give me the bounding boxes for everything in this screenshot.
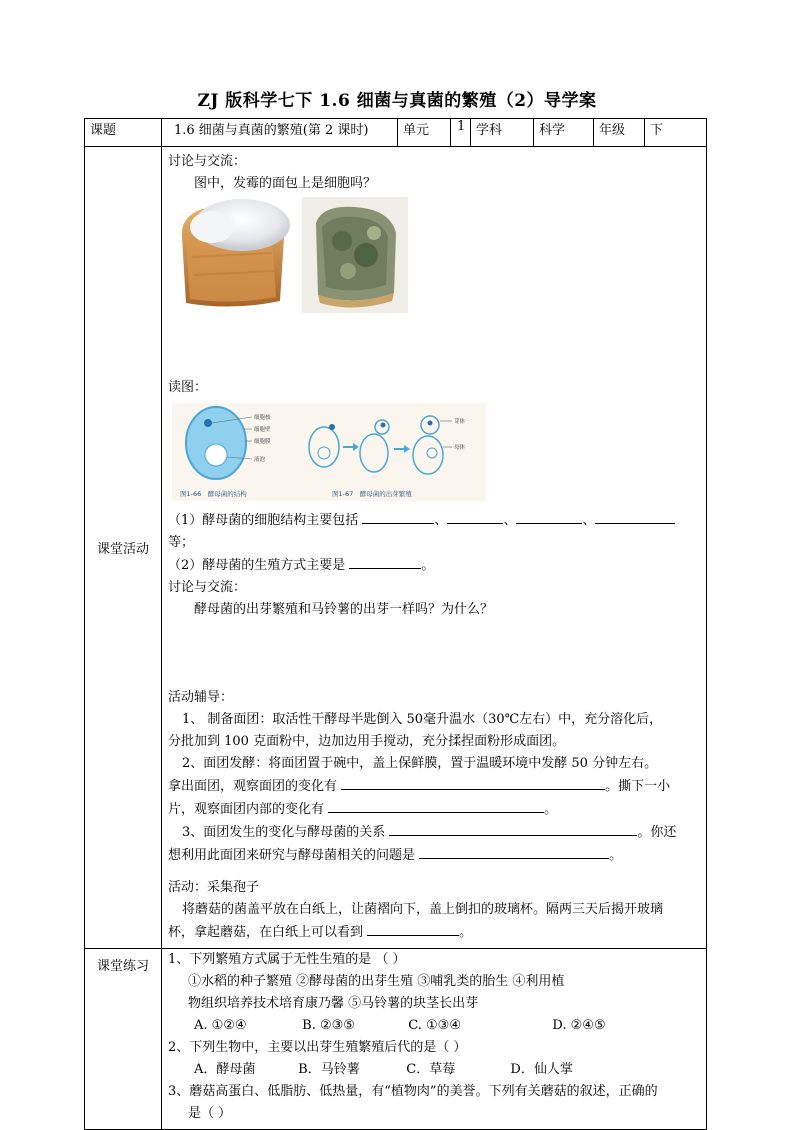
discuss2-title: 讨论与交流： xyxy=(168,580,247,595)
subject-label: 学科 xyxy=(471,119,534,147)
course-value: 1.6 细菌与真菌的繁殖(第 2 课时) xyxy=(162,119,398,147)
activity-label: 课堂活动 xyxy=(85,147,162,949)
practice-q2-option-c[interactable]: C．草莓 xyxy=(406,1062,456,1077)
answer-blank[interactable] xyxy=(447,509,503,524)
unit-value: 1 xyxy=(451,119,471,147)
yeast-vacuole xyxy=(205,444,227,466)
document-title: ZJ 版科学七下 1.6 细菌与真菌的繁殖（2）导学案 xyxy=(197,91,597,111)
guide-title: 活动辅导： xyxy=(168,690,234,705)
grade-label: 年级 xyxy=(594,119,645,147)
fig1-label-membrane: 细胞膜 xyxy=(254,439,271,445)
answer-blank[interactable] xyxy=(595,509,675,524)
guide-step-2a: 2、面团发酵：将面团置于碗中，盖上保鲜膜，置于温暖环境中发酵 50 分钟左右。 xyxy=(182,756,658,771)
moldy-bread-image-2 xyxy=(302,197,408,313)
answer-blank[interactable] xyxy=(367,921,459,936)
spore-activity-title: 活动：采集孢子 xyxy=(168,880,260,895)
subject-value: 科学 xyxy=(534,119,594,147)
guide-step-3b: 想利用此面团来研究与酵母菌相关的问题是 。 xyxy=(168,844,700,867)
grade-value: 下 xyxy=(645,119,707,147)
guide-step-3a: 3、面团发生的变化与酵母菌的关系 。你还 xyxy=(168,821,700,844)
answer-blank[interactable] xyxy=(349,554,421,569)
practice-q3b: 是（ ） xyxy=(188,1106,232,1121)
practice-q1-options xyxy=(168,1015,700,1037)
practice-q1-option-a[interactable]: A. ①②④ xyxy=(194,1018,247,1033)
yeast-cell-large xyxy=(186,407,246,479)
practice-q2-option-b[interactable]: B．马铃薯 xyxy=(298,1062,360,1077)
guide-step-1b: 分批加到 100 克面粉中，边加边用手搅动，充分揉捏面粉形成面团。 xyxy=(168,734,566,749)
practice-label: 课堂练习 xyxy=(85,949,162,1130)
discuss1-question: 图中，发霉的面包上是细胞吗？ xyxy=(194,176,377,191)
moldy-bread-images xyxy=(172,197,700,313)
practice-q1-option-b[interactable]: B. ②③⑤ xyxy=(302,1018,355,1033)
answer-blank[interactable] xyxy=(328,798,544,813)
practice-q1-option-d[interactable]: D. ②④⑤ xyxy=(552,1018,606,1033)
guide-step-2c: 片，观察面团内部的变化有 。 xyxy=(168,798,700,821)
practice-cell xyxy=(162,949,707,1130)
fig2-label-mother: 母体 xyxy=(454,445,466,451)
spore-activity-text-a: 将蘑菇的菌盖平放在白纸上，让菌褶向下，盖上倒扣的玻璃杯。隔两三天后揭开玻璃 xyxy=(182,902,664,917)
lesson-table xyxy=(84,118,707,1130)
fig1-caption: 图1-66 酵母菌的结构 xyxy=(180,490,247,498)
guide-step-1a: 1、 制备面团：取活性干酵母半匙倒入 50毫升温水（30℃左右）中，充分溶化后， xyxy=(182,712,663,727)
question-1: （1）酵母菌的细胞结构主要包括 、 、 、 xyxy=(168,509,700,532)
practice-q2: 2、下列生物中，主要以出芽生殖繁殖后代的是（ ） xyxy=(168,1040,467,1055)
fig1-label-wall: 细胞壁 xyxy=(254,427,271,433)
answer-blank[interactable] xyxy=(341,775,605,790)
discuss1-title: 讨论与交流： xyxy=(168,154,247,169)
practice-q1-items-b: 物组织培养技术培育康乃馨 ⑤马铃薯的块茎长出芽 xyxy=(188,996,479,1011)
activity-row xyxy=(85,147,707,949)
activity-cell xyxy=(162,147,707,949)
fig2-caption: 图1-67 酵母菌的出芽繁殖 xyxy=(332,490,412,498)
answer-blank[interactable] xyxy=(362,509,434,524)
practice-row xyxy=(85,949,707,1130)
fig1-label-vacuole: 液泡 xyxy=(254,457,266,463)
read-figure-title: 读图： xyxy=(168,380,208,395)
fig1-label-nucleus: 细胞核 xyxy=(254,415,271,421)
practice-q2-option-d[interactable]: D．仙人掌 xyxy=(510,1062,573,1077)
practice-q2-option-a[interactable]: A．酵母菌 xyxy=(194,1062,256,1077)
practice-q1-items-a: ①水稻的种子繁殖 ②酵母菌的出芽生殖 ③哺乳类的胎生 ④利用植 xyxy=(188,974,565,989)
course-label: 课题 xyxy=(85,119,162,147)
practice-q2-options xyxy=(168,1059,700,1081)
guide-step-2b: 拿出面团，观察面团的变化有 。撕下一小 xyxy=(168,775,700,798)
answer-blank[interactable] xyxy=(419,844,609,859)
discuss2-question: 酵母菌的出芽繁殖和马铃薯的出芽一样吗？为什么？ xyxy=(194,602,494,617)
moldy-bread-image-1 xyxy=(172,197,292,313)
unit-label: 单元 xyxy=(398,119,451,147)
question-2: （2）酵母菌的生殖方式主要是 。 xyxy=(168,554,700,577)
question-1-tail: 等； xyxy=(168,535,195,550)
header-row xyxy=(85,119,707,147)
fig2-label-bud: 芽体 xyxy=(454,419,466,425)
practice-q1-option-c[interactable]: C. ①③④ xyxy=(408,1018,461,1033)
answer-blank[interactable] xyxy=(516,509,582,524)
practice-q3a: 3、蘑菇高蛋白、低脂肪、低热量，有“植物肉”的美誉。下列有关蘑菇的叙述，正确的 xyxy=(168,1084,658,1099)
practice-q1: 1、下列繁殖方式属于无性生殖的是 （ ） xyxy=(168,952,406,967)
yeast-nucleus xyxy=(204,419,212,427)
spore-activity-text-b: 杯，拿起蘑菇，在白纸上可以看到 。 xyxy=(168,921,700,944)
yeast-figure xyxy=(172,403,486,501)
answer-blank[interactable] xyxy=(389,821,637,836)
